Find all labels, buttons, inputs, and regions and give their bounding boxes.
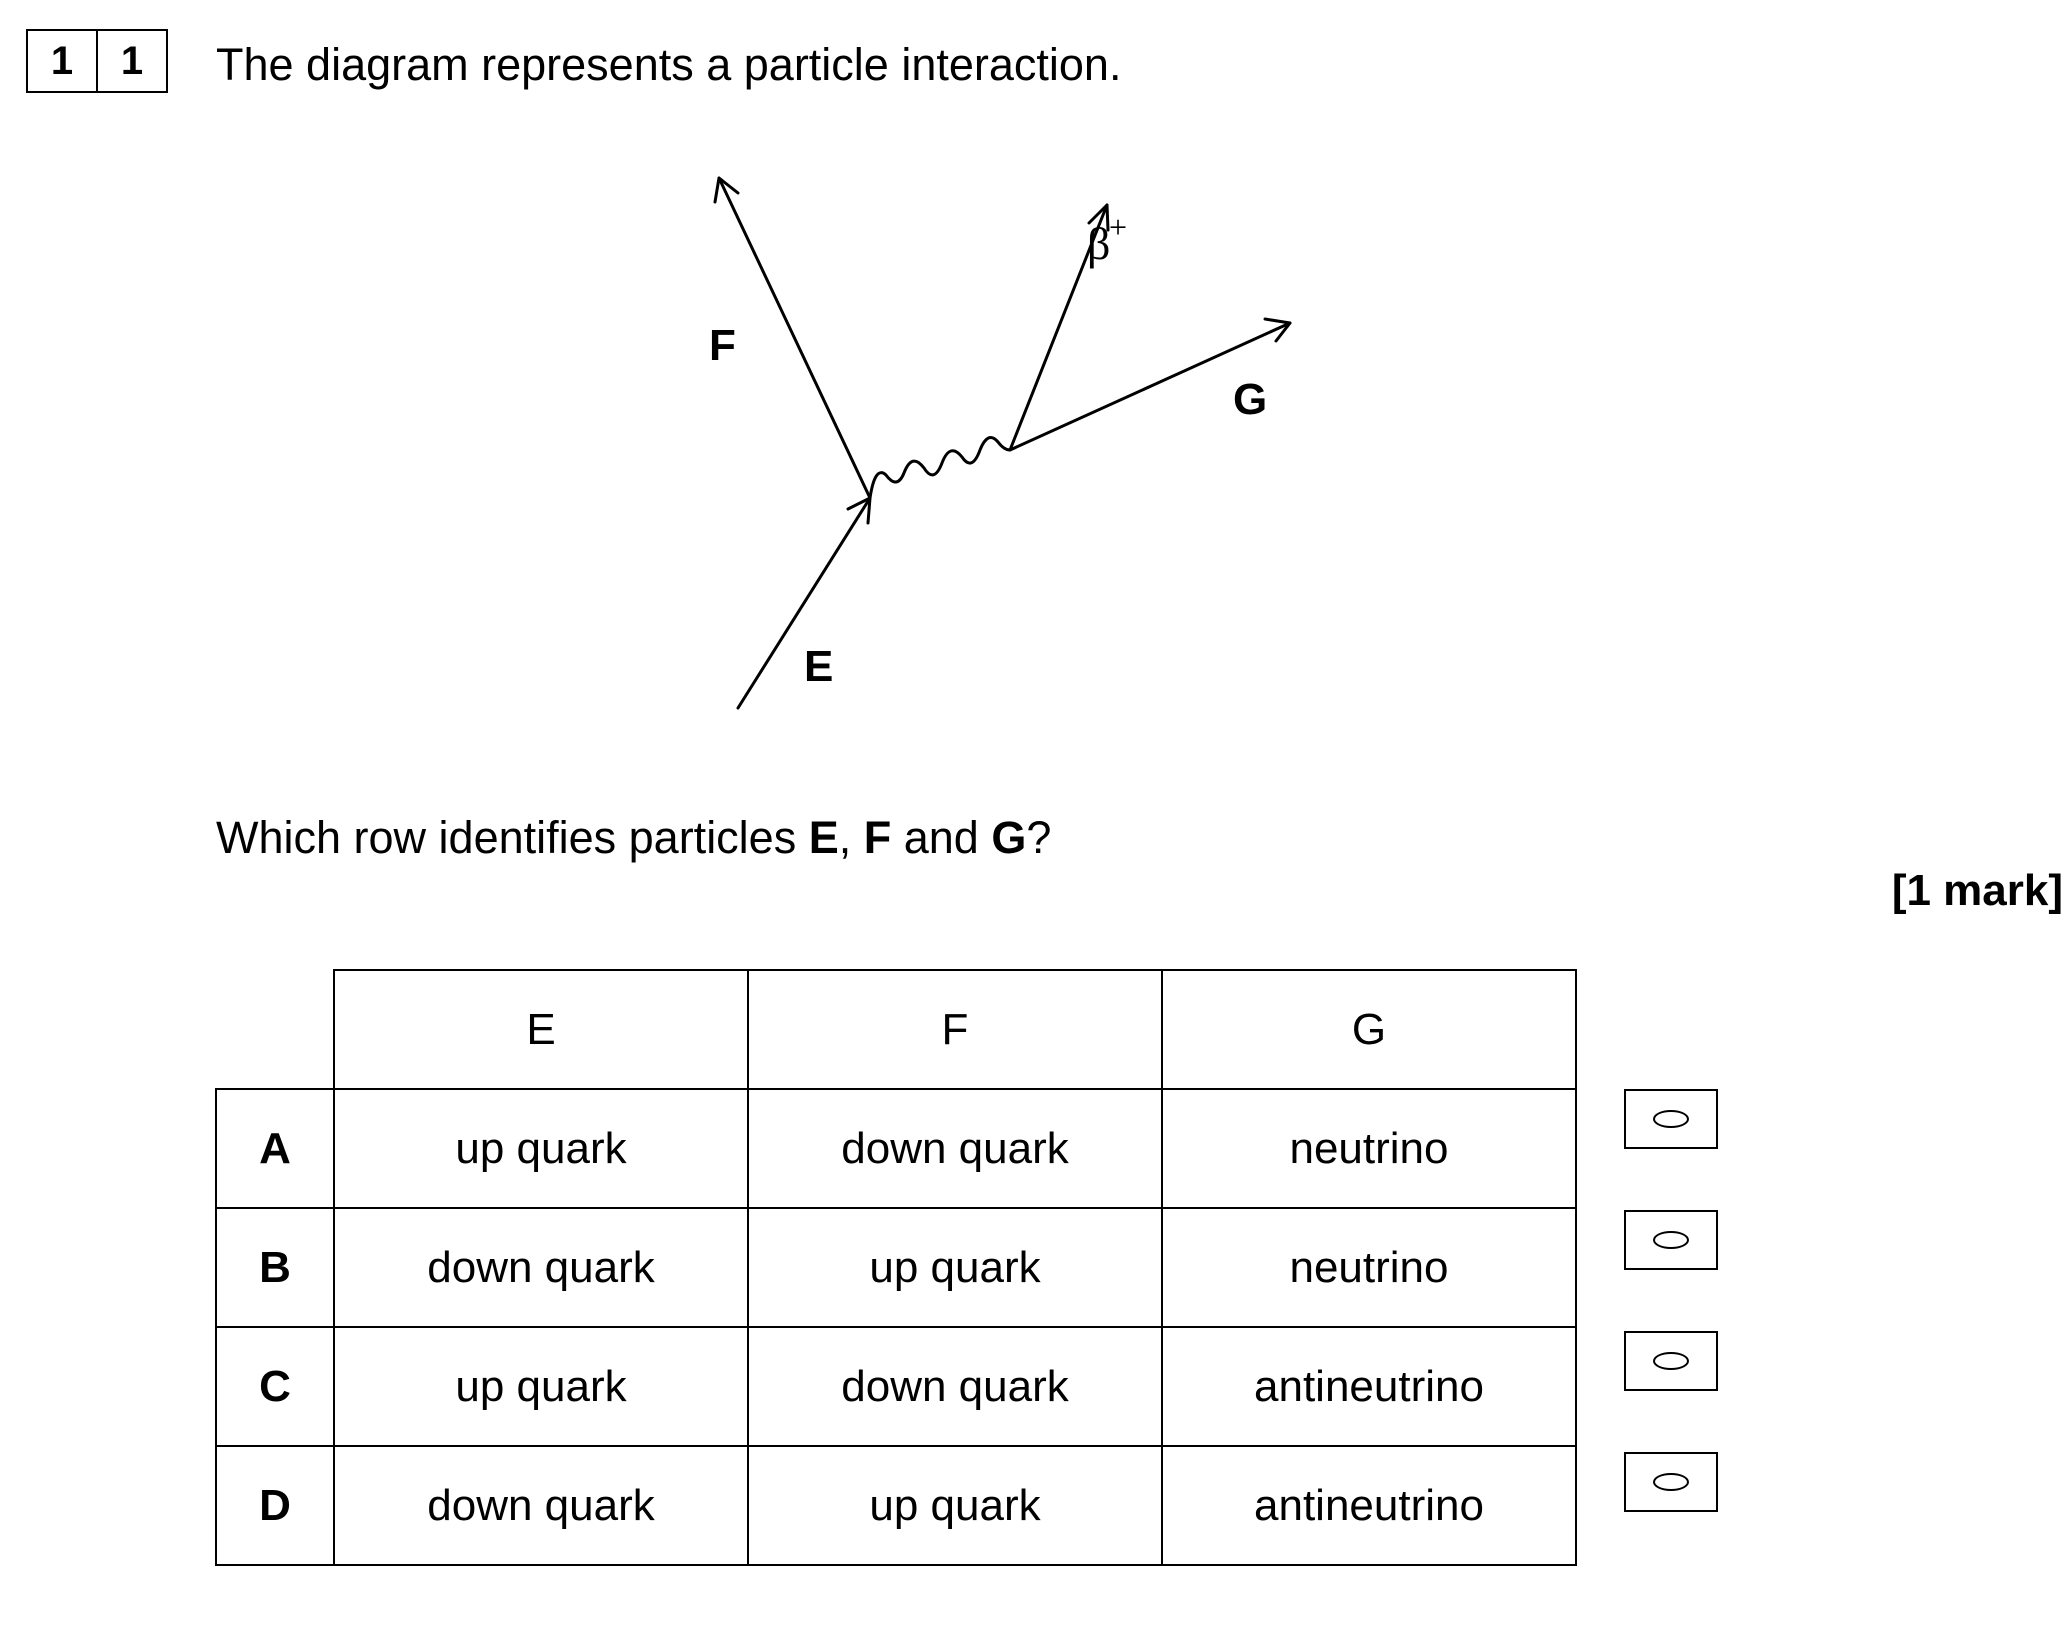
- question-text: The diagram represents a particle interaction.: [216, 39, 1122, 90]
- header-e: E: [334, 970, 748, 1089]
- table-header-row: [216, 970, 1576, 1089]
- row-label: D: [216, 1446, 334, 1565]
- answer-bubble-a[interactable]: [1624, 1089, 1718, 1149]
- prompt-particle-f: F: [863, 812, 892, 863]
- question-number-box: [26, 29, 168, 93]
- prompt-separator-2: and: [891, 812, 992, 863]
- prompt-particle-g: G: [991, 812, 1027, 863]
- answer-bubble-b[interactable]: [1624, 1210, 1718, 1270]
- cell-f: up quark: [748, 1208, 1162, 1327]
- table-corner-cell: [216, 970, 334, 1089]
- bubble-oval-icon: [1653, 1231, 1689, 1249]
- cell-g: antineutrino: [1162, 1327, 1576, 1446]
- cell-g: antineutrino: [1162, 1446, 1576, 1565]
- answer-options-table: [215, 969, 1577, 1566]
- cell-e: up quark: [334, 1327, 748, 1446]
- particle-f-line: [719, 178, 870, 498]
- particle-f-arrowhead: [715, 178, 738, 202]
- diagram-label-beta: β: [1087, 218, 1111, 269]
- header-f: F: [748, 970, 1162, 1089]
- table-row: [216, 1327, 1576, 1446]
- row-label: C: [216, 1327, 334, 1446]
- question-number-digit-1: 1: [50, 38, 74, 83]
- header-g: G: [1162, 970, 1576, 1089]
- row-label: A: [216, 1089, 334, 1208]
- table-row: [216, 1446, 1576, 1565]
- prompt-text-start: Which row identifies particles: [216, 812, 809, 863]
- diagram-label-g: G: [1233, 375, 1268, 424]
- prompt-text-end: ?: [1026, 812, 1052, 863]
- table-row: [216, 1208, 1576, 1327]
- cell-g: neutrino: [1162, 1208, 1576, 1327]
- bubble-oval-icon: [1653, 1352, 1689, 1370]
- table-row: [216, 1089, 1576, 1208]
- row-label: B: [216, 1208, 334, 1327]
- prompt-particle-e: E: [808, 812, 839, 863]
- diagram-label-beta-plus-sign: +: [1109, 209, 1128, 245]
- prompt-separator-1: ,: [838, 812, 864, 863]
- answer-bubble-d[interactable]: [1624, 1452, 1718, 1512]
- question-number-digit-2: 1: [96, 31, 166, 91]
- cell-e: up quark: [334, 1089, 748, 1208]
- question-prompt: [216, 812, 1051, 864]
- answer-bubble-c[interactable]: [1624, 1331, 1718, 1391]
- diagram-label-f: F: [709, 321, 736, 370]
- diagram-label-e: E: [804, 642, 834, 691]
- cell-e: down quark: [334, 1208, 748, 1327]
- bubble-oval-icon: [1653, 1110, 1689, 1128]
- cell-f: down quark: [748, 1089, 1162, 1208]
- cell-e: down quark: [334, 1446, 748, 1565]
- bubble-oval-icon: [1653, 1473, 1689, 1491]
- feynman-diagram: [700, 130, 1400, 750]
- w-boson-wavy-line: [870, 438, 1010, 499]
- cell-g: neutrino: [1162, 1089, 1576, 1208]
- cell-f: up quark: [748, 1446, 1162, 1565]
- cell-f: down quark: [748, 1327, 1162, 1446]
- marks-label: [1 mark]: [1891, 866, 2063, 915]
